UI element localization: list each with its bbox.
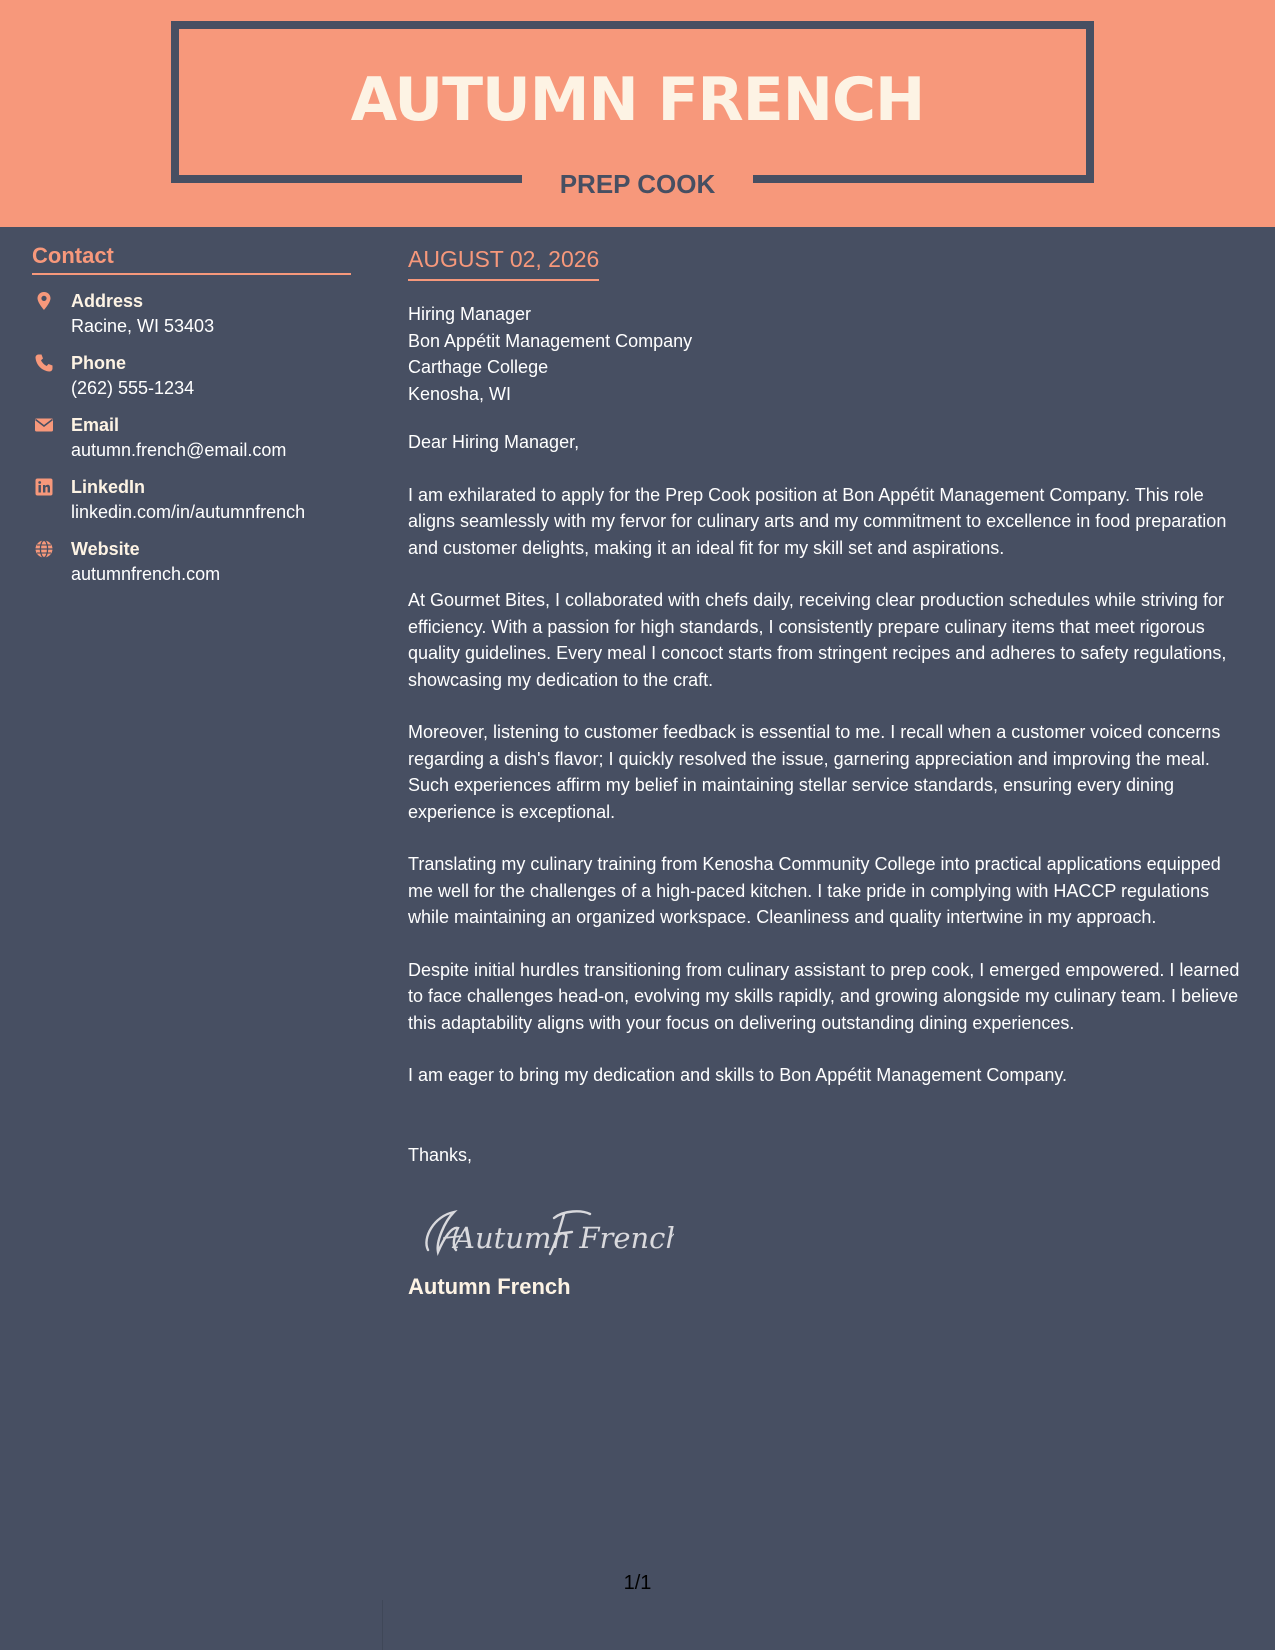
contact-item-email bbox=[32, 413, 351, 465]
linkedin-value: linkedin.com/in/autumnfrench bbox=[71, 502, 306, 522]
phone-value: (262) 555-1234 bbox=[71, 378, 195, 398]
signer-name: Autumn French bbox=[408, 1274, 571, 1299]
recipient-line: Bon Appétit Management Company bbox=[408, 330, 693, 351]
recipient-block bbox=[408, 301, 1244, 407]
closing: Thanks, bbox=[408, 1144, 473, 1165]
map-pin-icon bbox=[34, 291, 54, 311]
letter-body bbox=[408, 244, 1244, 1302]
recipient-line: Hiring Manager bbox=[408, 304, 532, 324]
linkedin-icon bbox=[34, 477, 54, 497]
svg-text:Autumn French: Autumn French bbox=[454, 1221, 674, 1255]
paragraph: I am eager to bring my dedication and skills to Bon Appétit Management Company. bbox=[408, 1065, 1068, 1085]
contact-heading: Contact bbox=[32, 240, 351, 275]
address-value: Racine, WI 53403 bbox=[71, 316, 215, 336]
website-value: autumnfrench.com bbox=[71, 564, 221, 584]
contact-item-linkedin bbox=[32, 475, 351, 527]
contact-label: Phone bbox=[71, 353, 127, 373]
paragraph: Translating my culinary training from Kenosha Community College into practical applications equipped me well for the challenges of a high-paced kitchen. I take pride in complying with HACCP regulations while maintaining an organized workspace. Cleanliness and quality intertwine in my approach. bbox=[408, 854, 1221, 927]
recipient-line: Kenosha, WI bbox=[408, 383, 512, 404]
globe-icon bbox=[34, 539, 54, 559]
contact-sidebar bbox=[32, 240, 351, 589]
paragraph: Moreover, listening to customer feedback is essential to me. I recall when a customer voiced concerns regarding a dish's flavor; I quickly resolved the issue, garnering appreciation and improving the meal. Such experiences affirm my belief in maintaining stellar service standards, ensuring every dining experience is exceptional. bbox=[408, 722, 1221, 822]
paragraph: I am exhilarated to apply for the Prep Cook position at Bon Appétit Management Company. This role aligns seamlessly with my fervor for culinary arts and my commitment to excellence in food preparation and customer delights, making it an ideal fit for my skill set and aspirations. bbox=[408, 484, 1227, 558]
email-value: autumn.french@email.com bbox=[71, 440, 287, 460]
contact-label: Website bbox=[71, 539, 140, 559]
contact-label: Email bbox=[71, 415, 120, 435]
contact-label: Address bbox=[71, 291, 144, 311]
envelope-icon bbox=[34, 415, 54, 435]
header-banner bbox=[0, 0, 1275, 227]
contact-item-phone bbox=[32, 351, 351, 403]
phone-icon bbox=[34, 353, 54, 373]
paragraph: Despite initial hurdles transitioning from culinary assistant to prep cook, I emerged empowered. I learned to face challenges head-on, evolving my skills rapidly, and growing alongside my culinary team. I believe this adaptability aligns with your focus on delivering outstanding dining experiences. bbox=[408, 959, 1240, 1033]
contact-item-website bbox=[32, 537, 351, 589]
paragraph: At Gourmet Bites, I collaborated with chefs daily, receiving clear production schedules while striving for efficiency. With a passion for high standards, I consistently prepare culinary items that meet rigorous quality guidelines. Every meal I concoct starts from stringent recipes and adheres to safety regulations, showcasing my dedication to the craft. bbox=[408, 590, 1227, 690]
applicant-name: AUTUMN FRENCH bbox=[350, 65, 925, 135]
column-divider bbox=[382, 1600, 383, 1650]
contact-item-address bbox=[32, 289, 351, 341]
page-number: 1/1 bbox=[623, 1572, 652, 1594]
contact-label: LinkedIn bbox=[71, 477, 146, 497]
recipient-line: Carthage College bbox=[408, 357, 549, 377]
salutation: Dear Hiring Manager, bbox=[408, 432, 580, 452]
handwritten-signature bbox=[414, 1198, 1244, 1268]
job-title: PREP COOK bbox=[559, 169, 716, 199]
letter-date: AUGUST 02, 2026 bbox=[408, 244, 599, 281]
